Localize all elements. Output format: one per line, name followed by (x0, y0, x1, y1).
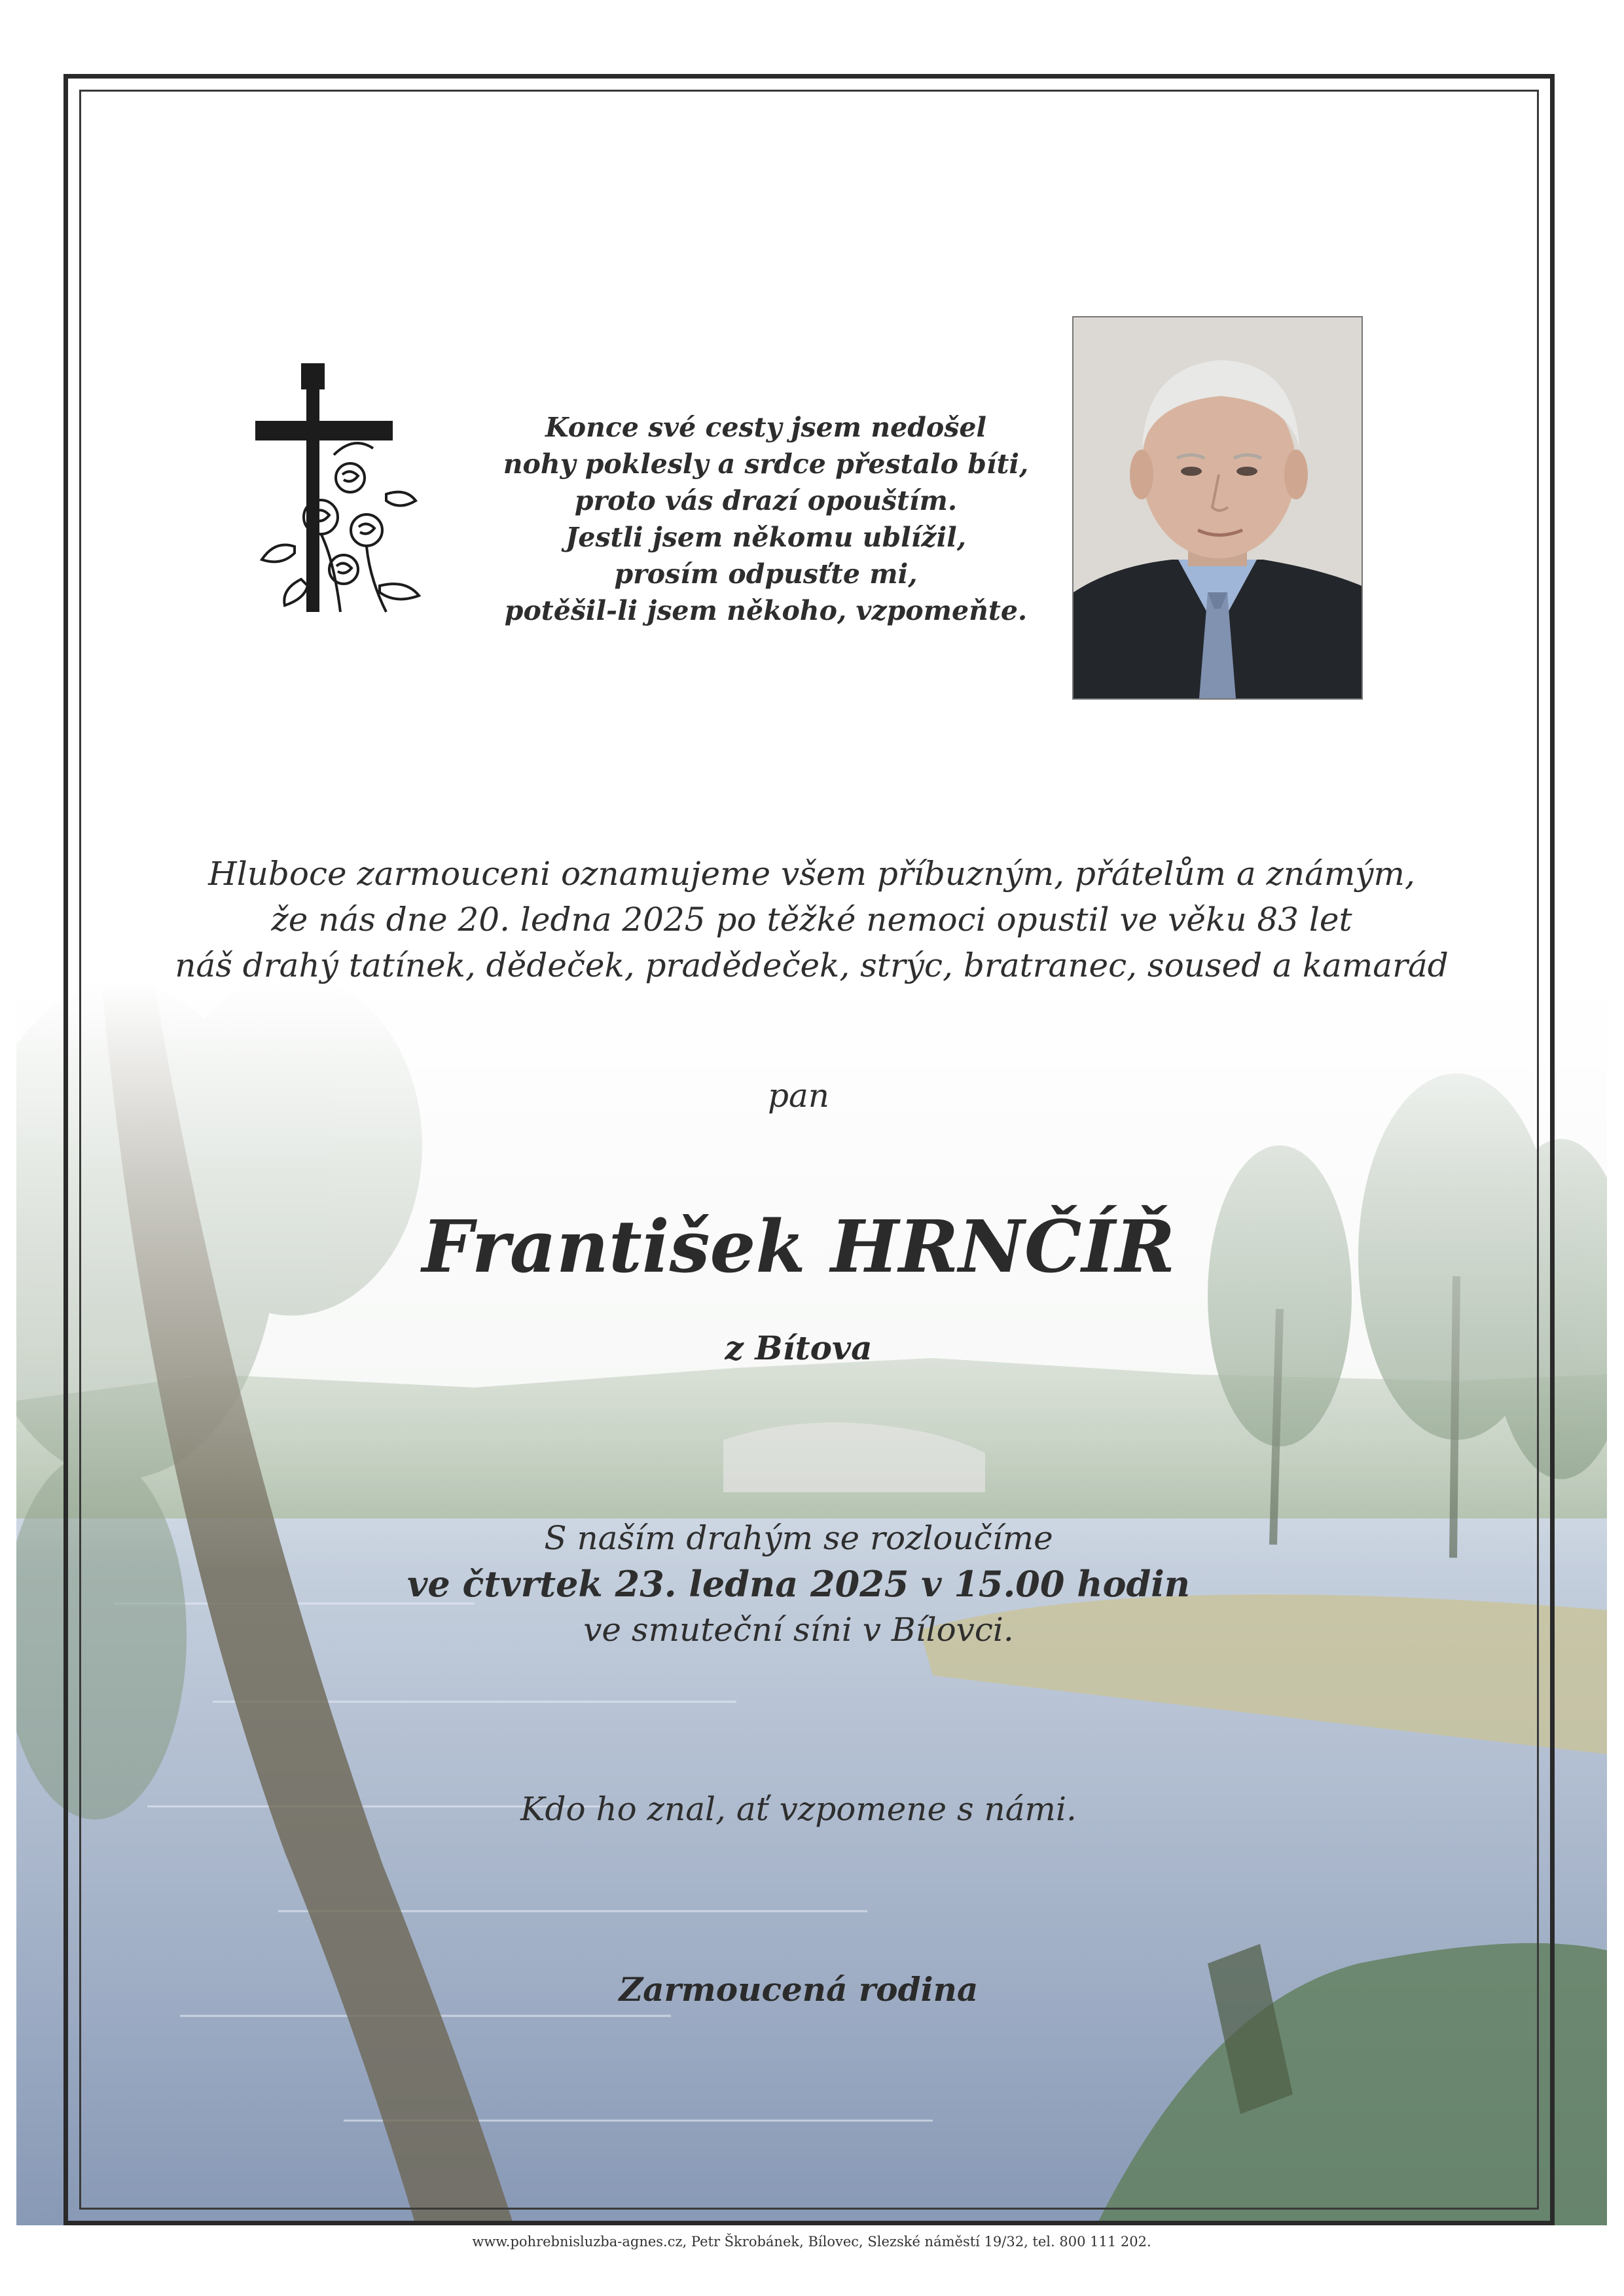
poem-line: proto vás drazí opouštím. (574, 485, 958, 516)
closing-line: Kdo ho znal, ať vzpomene s námi. (520, 1790, 1077, 1828)
cross-with-roses-icon (255, 363, 425, 619)
poem (458, 409, 1074, 629)
poem-line: Konce své cesty jsem nedošel (545, 412, 986, 443)
ceremony-date-time: ve čtvrtek 23. ledna 2025 v 15.00 hodin (406, 1563, 1191, 1605)
poem-line: Jestli jsem někomu ublížil, (565, 522, 967, 553)
name-prefix: pan (767, 1077, 830, 1115)
family-signature: Zarmoucená rodina (619, 1970, 979, 2009)
announcement-line: náš drahý tatínek, dědeček, pradědeček, strýc, bratranec, soused a kamarád (175, 946, 1449, 984)
poem-line: nohy poklesly a srdce přestalo bíti, (503, 448, 1029, 480)
ceremony-details (275, 1515, 1322, 1653)
portrait-illustration (1074, 317, 1362, 698)
portrait-photo (1072, 316, 1363, 700)
ceremony-intro: S naším drahým se rozloučíme (544, 1519, 1053, 1557)
announcement-line: Hluboce zarmouceni oznamujeme všem příbuzným, přátelům a známým, (208, 855, 1415, 893)
announcement (131, 851, 1492, 988)
funeral-service-footer: www.pohrebnisluzba-agnes.cz, Petr Škrobánek, Bílovec, Slezské náměstí 19/32, tel. 800 111 202. (472, 2234, 1151, 2250)
poem-line: potěšil-li jsem někoho, vzpomeňte. (504, 595, 1028, 626)
deceased-name: František HRNČÍŘ (422, 1204, 1176, 1289)
deceased-origin: z Bítova (725, 1329, 873, 1367)
ceremony-place: ve smuteční síni v Bílovci. (583, 1611, 1014, 1649)
announcement-line: že nás dne 20. ledna 2025 po těžké nemoci opustil ve věku 83 let (271, 901, 1352, 939)
poem-line: prosím odpusťte mi, (614, 558, 918, 590)
